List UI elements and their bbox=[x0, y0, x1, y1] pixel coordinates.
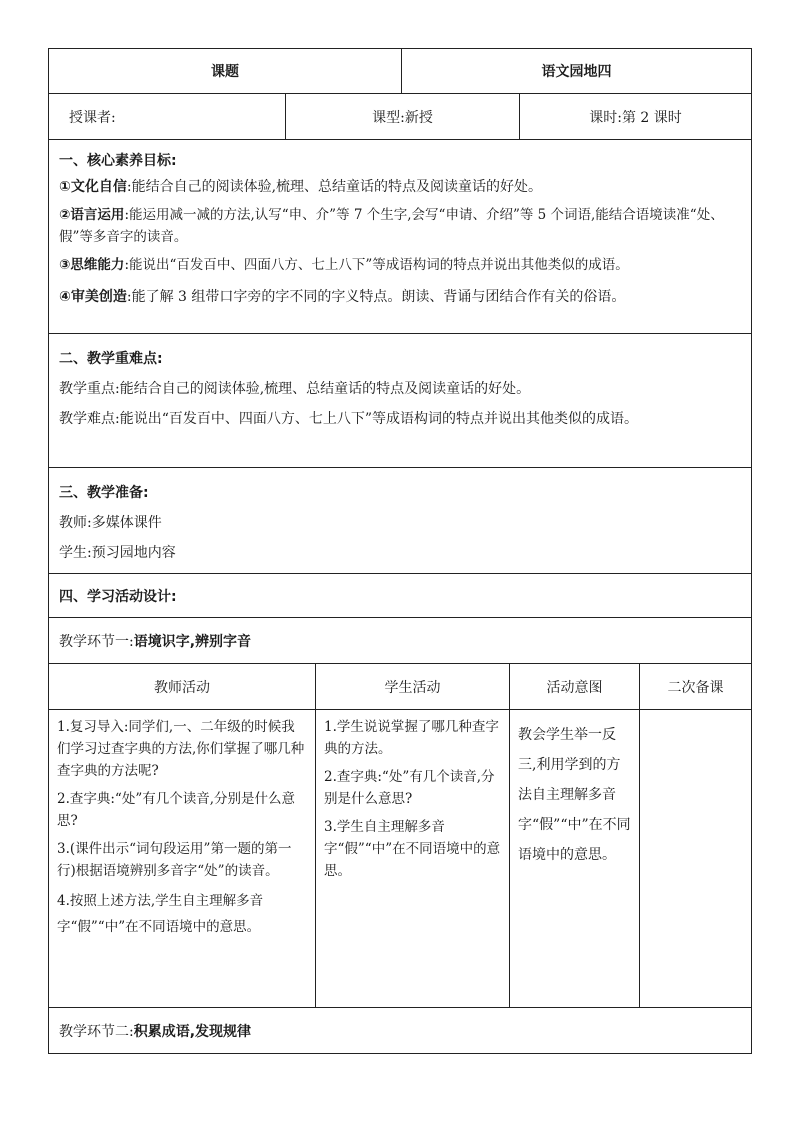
segment-one-row bbox=[48, 618, 752, 664]
info-row bbox=[48, 94, 752, 140]
activity-header-row bbox=[48, 664, 752, 710]
teacher-field: 授课者: bbox=[69, 109, 116, 126]
student-activity-item: 2.查字典:“处”有几个读音,分别是什么意思? bbox=[324, 769, 495, 807]
period-field: 课时:第 2 课时 bbox=[519, 94, 751, 139]
segment-two-name: 积累成语,发现规律 bbox=[133, 1023, 252, 1040]
keypoints-title: 二、教学重难点: bbox=[59, 351, 163, 367]
goal-text: :能说出“百发百中、四面八方、七上八下”等成语构词的特点并说出其他类似的成语。 bbox=[124, 257, 629, 273]
col-teacher-activity: 教师活动 bbox=[154, 679, 210, 696]
goal-item bbox=[59, 254, 741, 276]
goal-item bbox=[59, 174, 741, 200]
teacher-activity-item: 3.(课件出示“词句段运用”第一题的第一行)根据语境辨别多音字“处”的读音。 bbox=[57, 841, 292, 879]
goal-text: :能运用减一减的方法,认写“申、介”等 7 个生字,会写“申请、介绍”等 5 个词语,能结合语境读准“处、假”等多音字的读音。 bbox=[59, 207, 724, 245]
topic-value: 语文园地四 bbox=[401, 49, 751, 93]
teacher-activity-item: 4.按照上述方法,学生自主理解多音字“假”“中”在不同语境中的意思。 bbox=[57, 893, 264, 935]
lesson-plan-table bbox=[48, 48, 752, 1054]
intent-cell bbox=[509, 710, 639, 1007]
segment-one-prefix: 教学环节一: bbox=[59, 633, 134, 650]
teacher-activity-cell bbox=[49, 710, 315, 1007]
teacher-activity-item: 1.复习导入:同学们,一、二年级的时候我们学习过查字典的方法,你们掌握了哪几种查字典的方法呢? bbox=[57, 719, 305, 779]
segment-two-prefix: 教学环节二: bbox=[59, 1023, 134, 1040]
goal-text: :能了解 3 组带口字旁的字不同的字义特点。朗读、背诵与团结合作有关的俗语。 bbox=[126, 289, 626, 305]
intent-text: 教会学生举一反三,利用学到的方法自主理解多音字“假”“中”在不同语境中的意思。 bbox=[518, 727, 631, 863]
goal-item bbox=[59, 204, 741, 248]
col-student-activity: 学生活动 bbox=[315, 664, 509, 709]
col-activity-intent: 活动意图 bbox=[509, 664, 639, 709]
goal-label: ③思维能力 bbox=[59, 257, 125, 273]
prep-student: 学生:预习园地内容 bbox=[59, 545, 176, 561]
goal-item bbox=[59, 284, 741, 310]
topic-row bbox=[48, 48, 752, 94]
student-activity-item: 3.学生自主理解多音字“假”“中”在不同语境中的意思。 bbox=[324, 819, 501, 879]
goals-section bbox=[48, 140, 752, 334]
difficulty-text: 教学难点:能说出“百发百中、四面八方、七上八下”等成语构词的特点并说出其他类似的成语。 bbox=[59, 411, 639, 427]
topic-label: 课题 bbox=[211, 64, 239, 80]
student-activity-item: 1.学生说说掌握了哪几种查字典的方法。 bbox=[324, 719, 499, 757]
goals-title: 一、核心素养目标: bbox=[59, 153, 177, 169]
student-activity-cell bbox=[315, 710, 509, 1007]
design-title: 四、学习活动设计: bbox=[59, 588, 177, 605]
goal-label: ④审美创造 bbox=[59, 289, 127, 305]
prep-title: 三、教学准备: bbox=[59, 485, 149, 501]
segment-one-name: 语境识字,辨别字音 bbox=[133, 633, 252, 650]
lesson-type-field: 课型:新授 bbox=[285, 94, 519, 139]
goal-label: ①文化自信 bbox=[59, 179, 127, 195]
goal-label: ②语言运用 bbox=[59, 207, 125, 223]
design-section bbox=[48, 574, 752, 618]
revision-cell bbox=[639, 710, 751, 1007]
col-revision: 二次备课 bbox=[639, 664, 751, 709]
prep-teacher: 教师:多媒体课件 bbox=[59, 515, 162, 531]
segment-two-row bbox=[48, 1008, 752, 1054]
prep-section bbox=[48, 468, 752, 574]
keypoints-section bbox=[48, 334, 752, 468]
teacher-activity-item: 2.查字典:“处”有几个读音,分别是什么意思? bbox=[57, 791, 296, 829]
activity-content-row bbox=[48, 710, 752, 1008]
focus-text: 教学重点:能结合自己的阅读体验,梳理、总结童话的特点及阅读童话的好处。 bbox=[59, 381, 531, 397]
goal-text: :能结合自己的阅读体验,梳理、总结童话的特点及阅读童话的好处。 bbox=[126, 179, 543, 195]
